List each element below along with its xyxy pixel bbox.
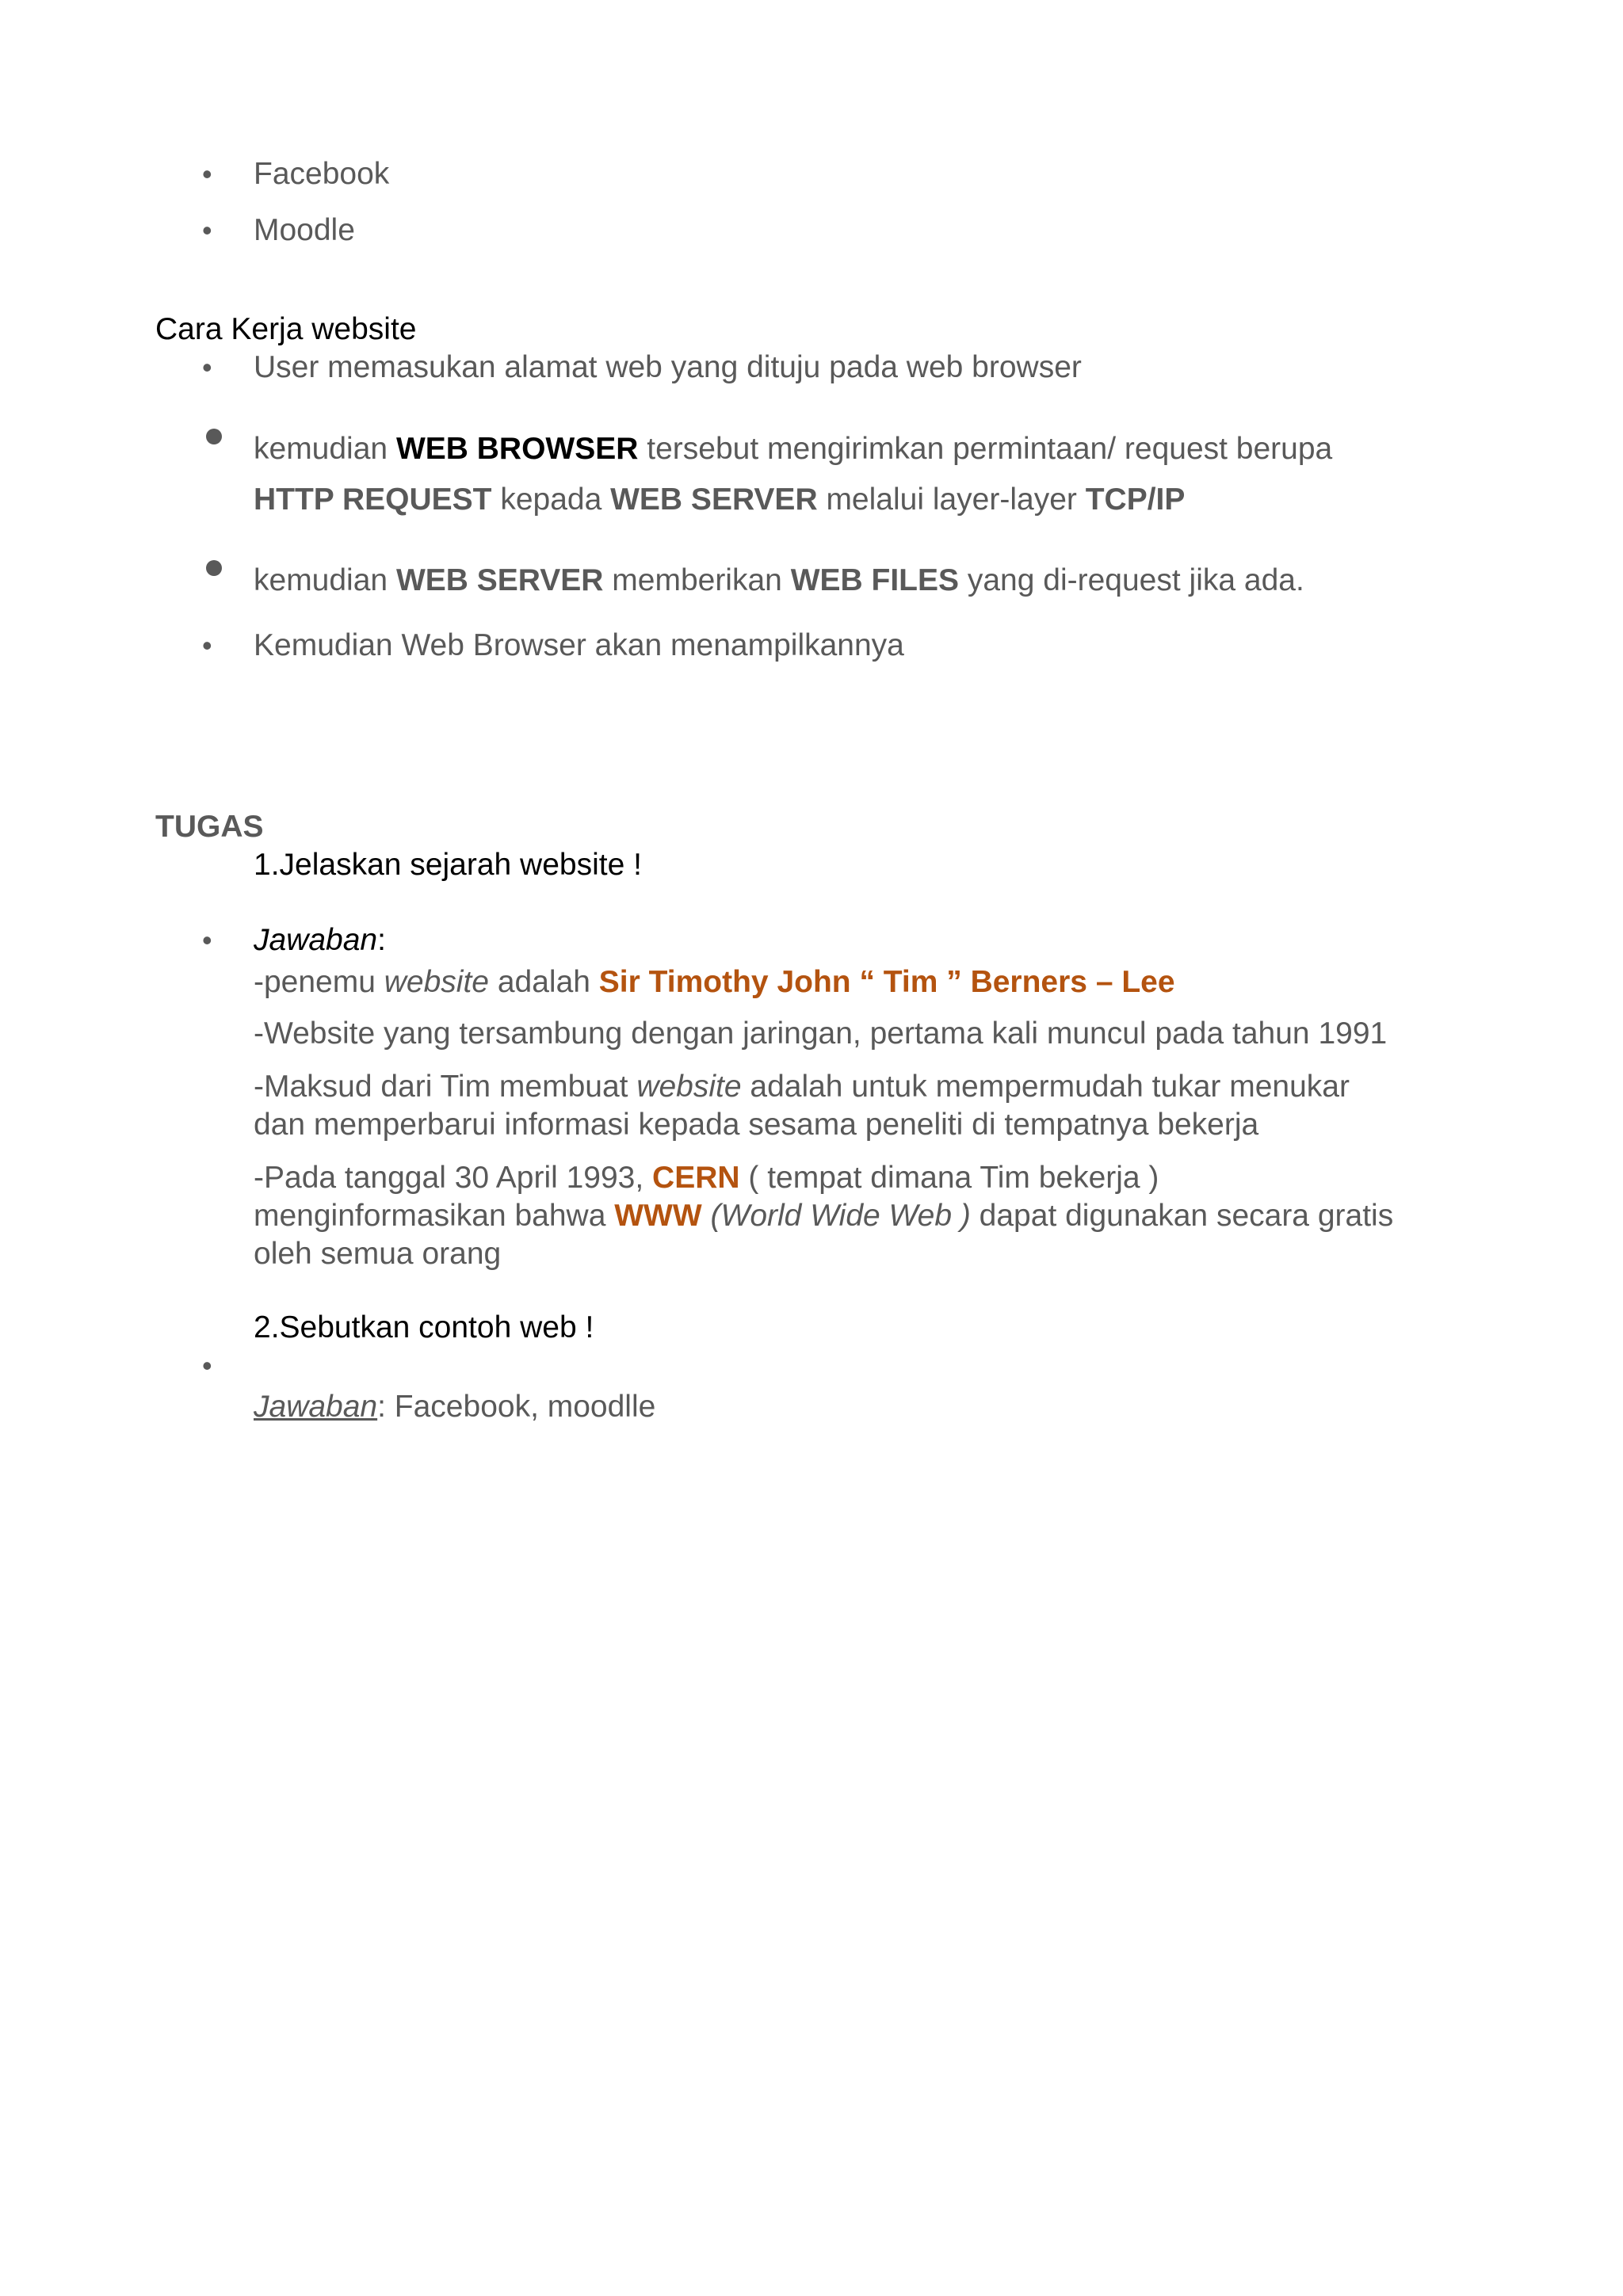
question-1: 1.Jelaskan sejarah website ! bbox=[254, 848, 642, 882]
answer-1-label: Jawaban: bbox=[254, 923, 386, 957]
answer-1-line-maksud: -Maksud dari Tim membuat website adalah untuk mempermudah tukar menukar bbox=[254, 1070, 1350, 1104]
cara-kerja-item-3: kemudian WEB SERVER memberikan WEB FILES yang di-request jika ada. bbox=[254, 563, 1304, 597]
bullet: • bbox=[202, 629, 212, 662]
list-item-moodle: Moodle bbox=[254, 213, 355, 247]
bullet bbox=[206, 429, 222, 444]
answer-1-line-cern: -Pada tanggal 30 April 1993, CERN ( tempat dimana Tim bekerja ) bbox=[254, 1161, 1159, 1195]
cara-kerja-item-2-line1: kemudian WEB BROWSER tersebut mengirimkan permintaan/ request berupa bbox=[254, 432, 1333, 466]
answer-2: Jawaban: Facebook, moodlle bbox=[254, 1390, 656, 1424]
bullet: • bbox=[202, 214, 212, 246]
answer-1-line-penemu: -penemu website adalah Sir Timothy John “ Tim ” Berners – Lee bbox=[254, 965, 1175, 999]
list-item-facebook: Facebook bbox=[254, 157, 390, 191]
cara-kerja-item-1: User memasukan alamat web yang dituju pada web browser bbox=[254, 350, 1082, 384]
section-title-cara-kerja: Cara Kerja website bbox=[155, 312, 417, 346]
answer-1-line-1991: -Website yang tersambung dengan jaringan, pertama kali muncul pada tahun 1991 bbox=[254, 1016, 1388, 1051]
answer-1-line-maksud-cont: dan memperbarui informasi kepada sesama peneliti di tempatnya bekerja bbox=[254, 1108, 1259, 1142]
bullet: • bbox=[202, 924, 212, 956]
answer-1-line-orang: oleh semua orang bbox=[254, 1237, 502, 1271]
answer-1-line-www: menginformasikan bahwa WWW (World Wide Web ) dapat digunakan secara gratis bbox=[254, 1199, 1394, 1233]
section-title-tugas: TUGAS bbox=[155, 810, 264, 844]
bullet: • bbox=[202, 158, 212, 190]
question-2: 2.Sebutkan contoh web ! bbox=[254, 1310, 594, 1344]
bullet: • bbox=[202, 1349, 212, 1382]
bullet bbox=[206, 560, 222, 576]
cara-kerja-item-2-line2: HTTP REQUEST kepada WEB SERVER melalui layer-layer TCP/IP bbox=[254, 482, 1186, 517]
bullet: • bbox=[202, 351, 212, 383]
cara-kerja-item-4: Kemudian Web Browser akan menampilkannya bbox=[254, 628, 904, 662]
